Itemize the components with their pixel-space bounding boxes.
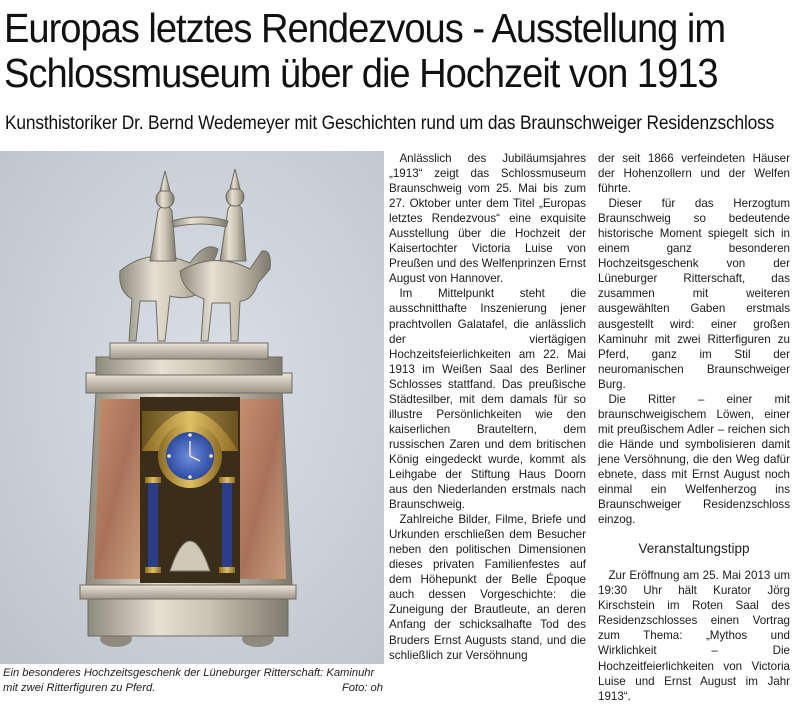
article-subheadline: Kunsthistoriker Dr. Bernd Wedemeyer mit Geschichten rund um das Braunschweiger Residenzschloss	[5, 112, 775, 134]
article-column-2	[598, 151, 790, 704]
paragraph: Zahlreiche Bilder, Filme, Briefe und Urkunden erschließen dem Besucher neben den politischen Dimensionen dieses privaten Familienfestes auf dem Höhepunkt der Belle Époque auch dessen Vorgeschichte: die Zuneigung der Brautleute, an deren Anfang der schicksalhafte Tod des Bruders Ernst Augusts stand, und die schließlich zur Versöhnung	[389, 513, 586, 662]
caption-text: Ein besonderes Hochzeitsgeschenk der Lüneburger Ritterschaft: Kaminuhr mit zwei Ritterfiguren zu Pferd.	[3, 667, 375, 694]
event-tip-text: Zur Eröffnung am 25. Mai 2013 um 19:30 Uhr hält Kurator Jörg Kirschstein im Roten Saal des Residenzschlosses einen Vortrag zum Thema: „Mythos und Wirklichkeit – Die Hochzeitfeierlichkeiten von Victoria Luise und Ernst August im Jahr 1913“.	[598, 569, 790, 703]
article-headline: Europas letztes Rendezvous - Ausstellung im Schlossmuseum über die Hochzeit von 1913	[4, 5, 726, 96]
paragraph: der seit 1866 verfeindeten Häuser der Hohenzollern und der Welfen führte.	[598, 152, 790, 196]
photo-caption	[3, 666, 383, 696]
paragraph: Dieser für das Herzogtum Braunschweig so bedeutende historische Moment spiegelt sich in einem ganz besonderen Hochzeitsgeschenk von der Lüneburger Ritterschaft, das zusammen mit weiteren ausgewählten Gaben erstmals ausgestellt wird: einer großen Kaminuhr mit zwei Ritterfiguren zu Pferd, ganz im Stil der neuromanischen Braunschweiger Burg.	[598, 197, 790, 391]
event-tip-heading: Veranstaltungstipp	[638, 541, 750, 557]
article-column-1	[389, 151, 586, 663]
article-photo	[0, 151, 384, 664]
paragraph: Die Ritter – einer mit braunschweigischem Löwen, einer mit preußischem Adler – reichen sich die Hände und symbolisieren damit jene Versöhnung, die den Weg dafür ebnete, dass mit Ernst August noch einmal ein Welfenherzog ins Braunschweiger Residenzschloss einzog.	[598, 392, 790, 527]
photo-credit: Foto: oh	[341, 682, 383, 694]
mantel-clock-with-two-equestrian-knights-icon	[0, 151, 384, 664]
paragraph: Anlässlich des Jubiläumsjahres „1913“ zeigt das Schlossmuseum Braunschweig vom 25. Mai bis zum 27. Oktober unter dem Titel „Europas letztes Rendezvous“ eine exquisite Ausstellung über die Hochzeit der Kaisertochter Victoria Luise von Preußen und des Welfenprinzen Ernst August von Hannover.	[389, 152, 586, 286]
paragraph: Im Mittelpunkt steht die ausschnitthafte Inszenierung jener prachtvollen Galatafel, die anlässlich der viertägigen Hochzeitsfeierlichkeiten am 22. Mai 1913 im Weißen Saal des Berliner Schlosses stattfand. Das preußische Städtesilber, mit dem damals für so illustre Persönlichkeiten wie den kaiserlichen Brauteltern, dem russischen Zaren und dem britischen König eingedeckt wurde, kommt als Leihgabe der Stiftung Haus Doorn aus den Niederlanden erstmals nach Braunschweig.	[389, 287, 586, 512]
